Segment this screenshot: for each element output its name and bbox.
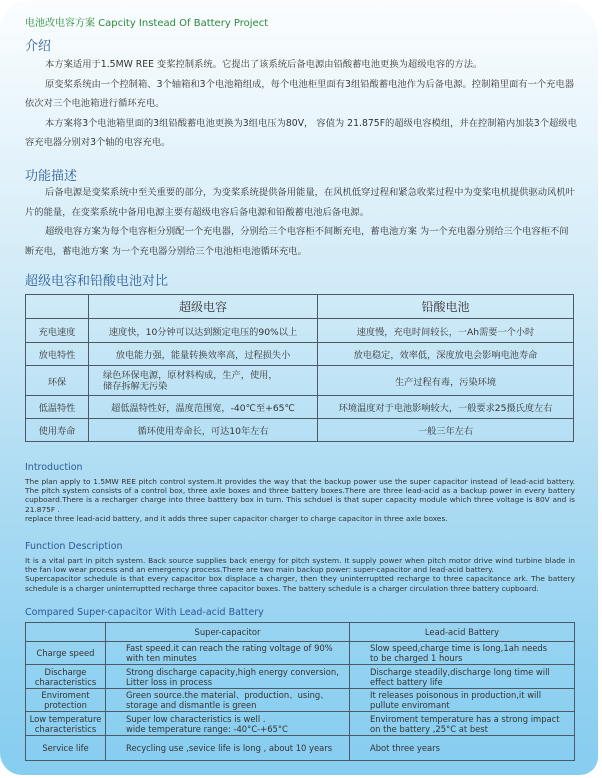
row-label: Service life [26, 736, 106, 761]
table-row [26, 366, 574, 396]
intro-cn-paragraph: 原变桨系统由一个控制箱、3个轴箱和3个电池箱组成，每个电池柜里面有3组铅酸蓄电池作为后备电源。控制箱里面有一个充电器依次对三个电池箱进行循环充电。 [25, 78, 575, 109]
table-row [26, 642, 575, 665]
compare-cn-table [25, 294, 574, 442]
table-header-row [26, 623, 575, 642]
cell: Discharge steadily,discharge long time will effect battery life [350, 665, 575, 689]
row-label: 环保 [26, 366, 89, 396]
compare-en-table [25, 622, 575, 761]
table-row [26, 736, 575, 761]
row-label: Enviroment protection [26, 689, 106, 712]
cell: 环境温度对于电池影响较大，一般要求25摄氏度左右 [318, 396, 574, 419]
row-label: 放电特性 [26, 343, 89, 366]
cell: Enviroment temperature has a strong impact on the battery ,25°C at best [350, 712, 575, 736]
row-label: Low temperature characteristics [26, 712, 106, 736]
table-row [26, 396, 574, 419]
cell: Abot three years [350, 736, 575, 761]
cell: 绿色环保电源，原材料构成，生产，使用， 储存拆解无污染 [89, 366, 318, 396]
cell: 超低温特性好，温度范围宽，-40℃至+65℃ [89, 396, 318, 419]
table-row [26, 419, 574, 442]
function-en-body [25, 556, 575, 593]
table-row [26, 712, 575, 736]
intro-cn-paragraph: 本方案适用于1.5MW REE 变桨控制系统。它提出了该系统后备电源由铅酸蓄电池更换为超级电容的方法。 [45, 59, 483, 70]
function-cn-paragraph: 后备电源是变桨系统中至关重要的部分，为变桨系统提供备用能量，在风机低穿过程和紧急收桨过程中为变桨电机提供驱动风机叶片的能量，在变桨系统中备用电源主要有超级电容后备电源和铅酸蓄电池后备电源。 [25, 187, 575, 218]
cell: 速度快，10分钟可以达到额定电压的90%以上 [89, 319, 318, 343]
function-cn-heading: 功能描述 [25, 169, 78, 184]
header-cell [26, 623, 106, 642]
function-cn-body [25, 183, 577, 261]
intro-en-body [25, 477, 575, 523]
cell: Recycling use ,sevice life is long , about 10 years [106, 736, 350, 761]
function-en-paragraph: Supercapacitor schedule is that every capacitor box displace a charger, then they uninterruptted recharge to three capacitance ark. The battery schedule is a charger uninterruptted recharge three capacitor boxes. The battery schedule is a charger circulation three battery cupboard. [25, 574, 575, 593]
cell: Slow speed,charge time is long,1ah needs to be charged 1 hours [350, 642, 575, 665]
intro-cn-body [25, 55, 577, 153]
intro-en-heading: Introduction [25, 462, 83, 473]
cell: Fast speed.it can reach the rating voltage of 90% with ten minutes [106, 642, 350, 665]
header-cell: Super-capacitor [106, 623, 350, 642]
row-label: Discharge characteristics [26, 665, 106, 689]
cell: 放电稳定，效率低，深度放电会影响电池寿命 [318, 343, 574, 366]
header-cell: 超级电容 [89, 295, 318, 319]
row-label: 使用寿命 [26, 419, 89, 442]
page-title: 电池改电容方案 Capcity Instead Of Battery Project [25, 18, 269, 29]
header-cell: Lead-acid Battery [350, 623, 575, 642]
cell: It releases poisonous in production,it will pullute enviromant [350, 689, 575, 712]
intro-en-paragraph: replace three lead-acid battery, and it adds three super capacitor charger to charge capacitor in three axle boxes. [25, 513, 448, 523]
header-cell: 铅酸电池 [318, 295, 574, 319]
compare-cn-heading: 超级电容和铅酸电池对比 [25, 274, 169, 289]
cell: Super low characteristics is well . wide temperature range: -40°C-+65°C [106, 712, 350, 736]
row-label: 充电速度 [26, 319, 89, 343]
function-cn-paragraph: 超级电容方案为每个电容柜分别配一个充电器，分别给三个电容柜不间断充电，蓄电池方案 为一个充电器分别给三个电容柜不间断充电，蓄电池方案 为一个充电器分别给三个电池柜电池循环充电。 [25, 226, 569, 257]
cell: 一般三年左右 [318, 419, 574, 442]
cell: 生产过程有毒，污染环境 [318, 366, 574, 396]
cell: 放电能力强，能量转换效率高，过程损失小 [89, 343, 318, 366]
intro-cn-heading: 介绍 [25, 39, 52, 54]
row-label: Charge speed [26, 642, 106, 665]
cell: Green source.the material、production、using、 storage and dismantle is green [106, 689, 350, 712]
compare-en-heading: Compared Super-capacitor With Lead-acid Battery [25, 607, 264, 618]
cell: 速度慢，充电时间较长，一Ah需要一个小时 [318, 319, 574, 343]
table-row [26, 343, 574, 366]
intro-cn-paragraph: 本方案将3个电池箱里面的3组铅酸蓄电池更换为3组电压为80V， 容值为 21.875F的超级电容模组，并在控制箱内加装3个超级电容充电器分别对3个轴的电容充电。 [25, 117, 577, 148]
cell: Strong discharge capacity,high energy conversion, Litter loss in process [106, 665, 350, 689]
function-en-heading: Function Description [25, 541, 123, 552]
table-row [26, 319, 574, 343]
cell: 循环使用寿命长，可达10年左右 [89, 419, 318, 442]
intro-en-paragraph: The plan apply to 1.5MW REE pitch control system.It provides the way that the backup power use the super capacitor instead of lead-acid battery. The pitch system consists of a control box, three axle boxes and three battery boxes.There are three lead-acid as a backup power in every battery cupboard.There is a recharger charge into three batttery box in turn. This schduel is that super capacity module which three voltage is 80V and is 21.875F . [25, 477, 575, 514]
table-row [26, 689, 575, 712]
row-label: 低温特性 [26, 396, 89, 419]
header-cell [26, 295, 89, 319]
function-en-paragraph: It is a vital part in pitch system. Back source supplies back energy for pitch system. It supply power when pitch motor drive wind turbine blade in the fan low wear process and an emergency process.There are two main backup power: super-capacitor and lead-acid battery. [25, 556, 575, 575]
table-row [26, 665, 575, 689]
table-header-row [26, 295, 574, 319]
